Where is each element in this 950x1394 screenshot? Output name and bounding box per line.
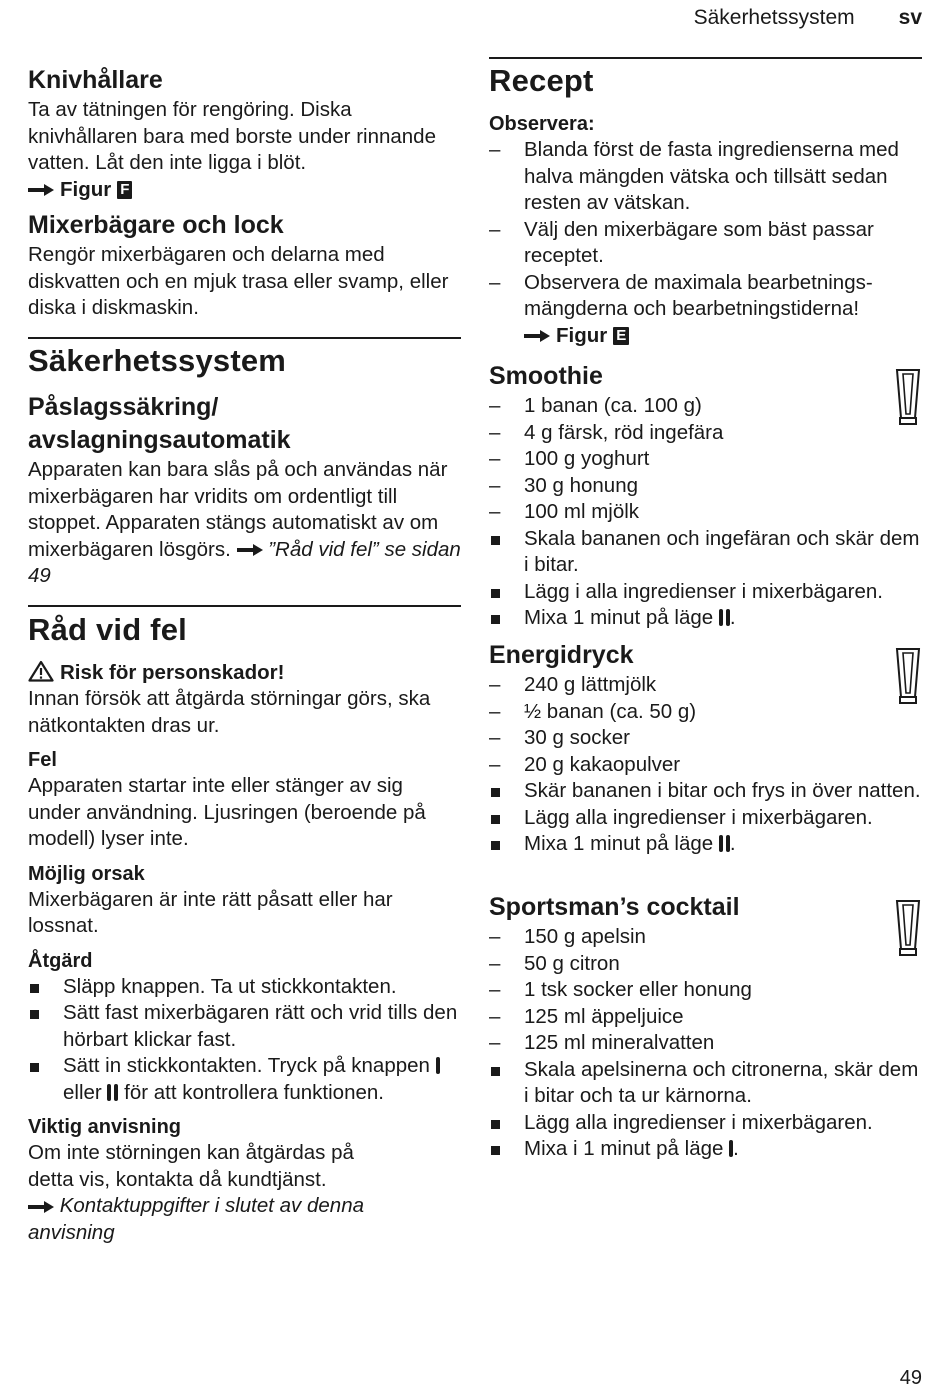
speed-2-icon [719, 835, 730, 852]
energy-drink-steps [489, 778, 922, 858]
section-divider [489, 57, 922, 59]
warning-text: Innan försök att åtgärda störningar görs, ska nätkontakten dras ur. [28, 687, 431, 737]
list-item: Släpp knappen. Ta ut stickkontakten. [63, 974, 397, 998]
list-item: – 150 g apelsin [489, 924, 922, 951]
list-item: Skär bananen i bitar och frys in över natten. [524, 779, 921, 802]
cause-label: Möjlig orsak [28, 862, 145, 885]
safety-title: Säkerhetssystem [28, 343, 287, 378]
fault-text: Apparaten startar inte eller stänger av sig under användning. Ljusringen (beroende på modell) lyser inte. [28, 774, 426, 850]
running-header [694, 6, 922, 30]
sportsman-cocktail-title: Sportsman’s cocktail [489, 893, 740, 921]
header-language: sv [898, 6, 922, 29]
action-list [28, 974, 461, 1107]
list-item: – 30 g honung [489, 473, 922, 500]
knife-holder-section [28, 64, 461, 203]
safety-section [28, 343, 461, 590]
cause-text: Mixerbägaren är inte rätt påsatt eller har lossnat. [28, 887, 393, 937]
smoothie-title: Smoothie [489, 362, 603, 390]
recipes-figure-ref: Figur E [489, 323, 922, 350]
recipes-title: Recept [489, 63, 594, 98]
jar-lid-text: Rengör mixerbägaren och delarna med diskvatten och en mjuk trasa eller svamp, eller diska i diskmaskin. [28, 243, 449, 319]
knife-holder-text: Ta av tätningen för rengöring. Diska knivhållaren bara med borste under rinnande vatten. Låt den inte ligga i blöt. [28, 98, 436, 174]
list-item: Sätt fast mixerbägaren rätt och vrid tills den hörbart klickar fast. [63, 1001, 458, 1051]
arrow-right-icon [524, 330, 550, 342]
sportsman-cocktail-ingredients [489, 924, 922, 1057]
list-item: Sätt in stickkontakten. Tryck på knappen eller för att kontrollera funktionen. [28, 1053, 461, 1106]
recipes-section [489, 63, 922, 349]
safety-text: Apparaten kan bara slås på och användas när mixerbägaren har vridits om ordentligt till stoppet. Apparaten stängs automatiskt av om mixerbägaren lösgörs. ”Råd vid fel” se sidan 49 [28, 458, 461, 587]
list-item: – 4 g färsk, röd ingefära [489, 420, 922, 447]
list-item: – Blanda först de fasta ingredienserna med halva mängden vätska och tillsätt sedan resten av vätskan. [489, 137, 922, 217]
troubleshooting-title: Råd vid fel [28, 612, 187, 647]
sportsman-cocktail-steps [489, 1057, 922, 1163]
smoothie-recipe [489, 360, 922, 632]
arrow-right-icon [28, 1201, 54, 1213]
safety-subtitle-1: Påslagssäkring/ [28, 393, 219, 421]
list-item: Mixa 1 minut på läge . [524, 832, 736, 855]
speed-2-icon [719, 609, 730, 626]
safety-ref: ”Råd vid fel” se sidan 49 [28, 537, 461, 587]
list-item: – 125 ml mineralvatten [489, 1030, 922, 1057]
section-divider [28, 337, 461, 339]
jar-lid-title: Mixerbägare och lock [28, 211, 284, 239]
list-item: Lägg alla ingredienser i mixerbägaren. [524, 805, 873, 829]
energy-drink-recipe [489, 639, 922, 858]
troubleshooting-section [28, 612, 461, 1246]
note-text: Om inte störningen kan åtgärdas på detta vis, kontakta då kundtjänst. [28, 1141, 354, 1191]
knife-figure-ref: Figur F [28, 177, 461, 204]
energy-drink-title: Energidryck [489, 641, 634, 669]
action-label: Åtgärd [28, 949, 93, 972]
list-item: – ½ banan (ca. 50 g) [489, 699, 922, 726]
speed-1-icon [729, 1140, 733, 1157]
list-item: – 50 g citron [489, 951, 922, 978]
list-item: – 20 g kakaopulver [489, 752, 922, 779]
list-item: Mixa 1 minut på läge . [524, 606, 736, 629]
arrow-right-icon [237, 544, 263, 556]
list-item: – 125 ml äppeljuice [489, 1004, 922, 1031]
safety-subtitle-2: avslagningsautomatik [28, 426, 291, 454]
list-item: – 1 banan (ca. 100 g) [489, 393, 922, 420]
list-item: – 100 ml mjölk [489, 499, 922, 526]
jar-lid-section [28, 209, 461, 322]
warning-heading: Risk för personskador! [28, 660, 461, 686]
figure-letter-badge: E [613, 327, 629, 345]
list-item: – 240 g lättmjölk [489, 672, 922, 699]
list-item: – 100 g yoghurt [489, 446, 922, 473]
warning-triangle-icon [28, 660, 54, 682]
energy-drink-ingredients [489, 672, 922, 778]
fault-label: Fel [28, 749, 57, 771]
list-item: – Välj den mixerbägare som bäst passar receptet. [489, 217, 922, 270]
observe-list [489, 137, 922, 323]
list-item: – 30 g socker [489, 725, 922, 752]
knife-holder-title: Knivhållare [28, 66, 163, 94]
note-label: Viktig anvisning [28, 1116, 181, 1138]
speed-1-icon [436, 1057, 440, 1074]
speed-2-icon [107, 1084, 118, 1101]
list-item: Mixa i 1 minut på läge . [524, 1137, 739, 1160]
list-item: Lägg alla ingredienser i mixerbägaren. [524, 1110, 873, 1134]
arrow-right-icon [28, 184, 54, 196]
section-divider [28, 605, 461, 607]
sportsman-cocktail-recipe [489, 891, 922, 1163]
observe-label: Observera: [489, 113, 595, 135]
list-item: Lägg i alla ingredienser i mixerbägaren. [524, 579, 883, 603]
note-ref: Kontaktuppgifter i slutet av denna anvisning [28, 1194, 364, 1244]
list-item: Skala apelsinerna och citronerna, skär dem i bitar och ta ur kärnorna. [524, 1057, 919, 1107]
smoothie-steps [489, 526, 922, 632]
figure-letter-badge: F [117, 181, 132, 199]
list-item: – 1 tsk socker eller honung [489, 977, 922, 1004]
list-item: Skala bananen och ingefäran och skär dem i bitar. [524, 526, 920, 576]
smoothie-ingredients [489, 393, 922, 526]
page-number: 49 [899, 1367, 922, 1389]
list-item: – Observera de maximala bearbetningsmängderna och bearbetningstiderna! [489, 270, 922, 323]
header-section: Säkerhetssystem [693, 6, 855, 29]
